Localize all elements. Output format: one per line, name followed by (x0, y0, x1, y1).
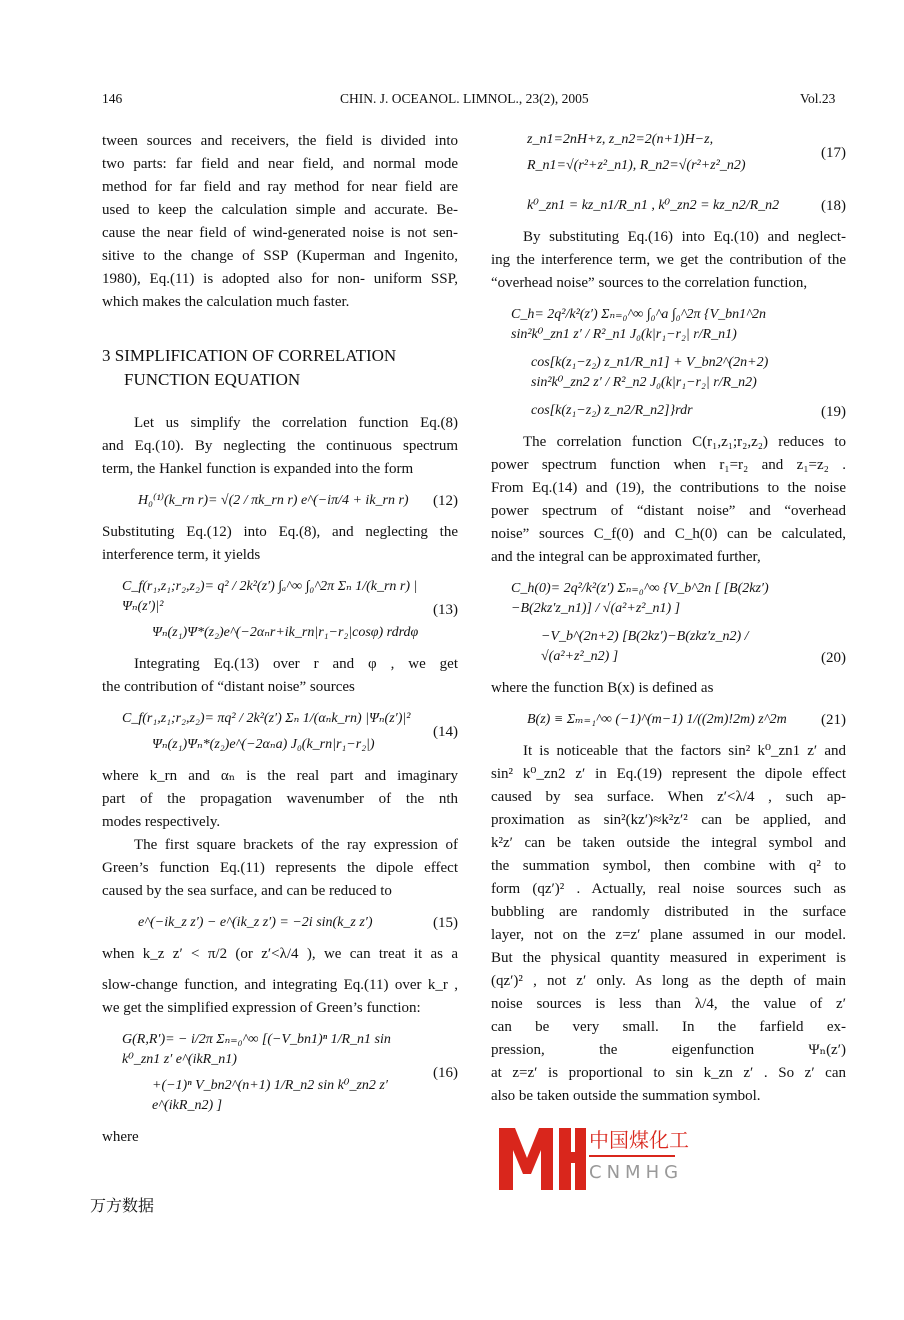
left-column (90, 130, 458, 1216)
equation-number: (19) (821, 404, 846, 420)
equation-15-row (102, 913, 458, 933)
text-line: The first square brackets of the ray expression of (134, 837, 458, 853)
equation-number: (18) (821, 197, 846, 214)
text-line: tween sources and receivers, the field is divided into (102, 133, 458, 149)
equation-19-line-3: cos[k(z₁−z₂) z_n2/R_n2]}rdr (531, 403, 693, 418)
text-line: k²z′ can be taken outside the integral symbol and (491, 835, 846, 851)
footer-source: 万方数据 (90, 1196, 155, 1215)
text-line: Integrating Eq.(13) over r and φ , we get (134, 656, 458, 672)
text-line: slow-change function, and integrating Eq.(11) over k_r , (102, 977, 458, 993)
equation-number: (15) (433, 914, 458, 931)
left-para-6 (102, 834, 458, 903)
text-line: layer, not on the z=z′ plane assumed in our model. (491, 927, 846, 943)
text-line: which makes the calculation much faster. (102, 294, 350, 310)
right-para-1 (491, 226, 846, 295)
heading-line: 3 SIMPLIFICATION OF CORRELATION (102, 346, 397, 365)
equation-19-row (491, 305, 846, 421)
text-line: form (qz′)² . Actually, real noise sources such as (491, 881, 846, 897)
equation-number: (21) (821, 711, 846, 728)
text-line: cause the near field of wind-generated noise is not sen- (102, 225, 458, 241)
equation-14-line-2: Ψₙ(z₁)Ψₙ*(z₂)e^(−2αₙa) J₀(k_rn|r₁−r₂|) (152, 737, 375, 752)
equation-16-line-1: G(R,R′)= − i/2π Σₙ₌₀^∞ [(−V_bn1)ⁿ 1/R_n1 sin k⁰_zn1 z′ e^(ikR_n1) (122, 1032, 391, 1067)
equation-13-row (102, 577, 458, 643)
equation-13-line-2: Ψₙ(z₁)Ψ*(z₂)e^(−2αₙr+ik_rn|r₁−r₂|cosφ) rdrdφ (152, 625, 419, 640)
text-line: Let us simplify the correlation function Eq.(8) (134, 415, 458, 431)
text-line: and Eq.(10). By neglecting the continuous spectrum (102, 438, 458, 454)
text-line: the contribution of “distant noise” sources (102, 679, 355, 695)
equation-18: k⁰_zn1 = kz_n1/R_n1 , k⁰_zn2 = kz_n2/R_n2 (527, 198, 780, 213)
section-heading (102, 344, 458, 392)
right-column (491, 130, 846, 1192)
equation-17-line-1: z_n1=2nH+z, z_n2=2(n+1)H−z, (527, 132, 714, 147)
left-para-7 (102, 943, 458, 1020)
text-line: two parts: far field and near field, and normal mode (102, 156, 458, 172)
text-line: power spectrum function when r₁=r₂ and z₁=z₂ . (491, 457, 846, 473)
page-number: 146 (102, 91, 123, 106)
right-para-2 (491, 431, 846, 569)
text-line: when k_z z′ < π/2 (or z′<λ/4 ), we can treat it as a (102, 946, 458, 962)
text-line: can be very small. In the farfield ex- (491, 1019, 846, 1035)
text-line: interference term, it yields (102, 547, 261, 563)
text-line: and the integral can be approximated further, (491, 549, 761, 565)
left-para-5 (102, 765, 458, 834)
watermark-mark-icon (491, 1122, 587, 1192)
equation-20-line-1: C_h(0)= 2q²/k²(z′) Σₙ₌₀^∞ {V_b^2n [ [B(2kz′)−B(2kz′z_n1)] / √(a²+z²_n1) ] (511, 581, 769, 616)
text-line: we get the simplified expression of Green’s function: (102, 1000, 421, 1016)
equation-14-line-1: C_f(r₁,z₁;r₂,z₂)= πq² / 2k²(z′) Σₙ 1/(αₙk_rn) |Ψₙ(z′)|² (122, 711, 411, 726)
equation-15: e^(−ik_z z′) − e^(ik_z z′) = −2i sin(k_z z′) (138, 915, 373, 930)
equation-19-line-1: C_h= 2q²/k²(z′) Σₙ₌₀^∞ ∫₀^a ∫₀^2π {V_bn1^2n sin²k⁰_zn1 z′ / R²_n1 J₀(k|r₁−r₂| r/R_n1) (511, 307, 767, 342)
heading-line: FUNCTION EQUATION (124, 370, 301, 389)
text-line: term, the Hankel function is expanded into the form (102, 461, 414, 477)
text-line: 1980), Eq.(11) is adopted also for non- uniform SSP, (102, 271, 458, 287)
left-para-1 (102, 130, 458, 314)
text-line: But the physical quantity measured in experiment is (491, 950, 846, 966)
left-para-4 (102, 653, 458, 699)
equation-16-line-2: +(−1)ⁿ V_bn2^(n+1) 1/R_n2 sin k⁰_zn2 z′ e^(ikR_n2) ] (152, 1078, 388, 1113)
equation-20-line-2: −V_b^(2n+2) [B(2kz′)−B(zkz′z_n2) / √(a²+z²_n2) ] (541, 629, 749, 664)
text-line: where k_rn and αₙ is the real part and imaginary (102, 768, 458, 784)
equation-18-row (491, 196, 846, 216)
left-para-2 (102, 412, 458, 481)
text-line: sitive to the change of SSP (Kuperman and Ingenito, (102, 248, 458, 264)
text-line: method for far field and ray method for near field are (102, 179, 458, 195)
watermark-divider (589, 1155, 675, 1157)
text-line: also be taken outside the summation symbol. (491, 1088, 761, 1104)
text-line: Green’s function Eq.(11) represents the dipole effect (102, 860, 458, 876)
text-line: Substituting Eq.(12) into Eq.(8), and neglecting the (102, 524, 458, 540)
equation-13-line-1: C_f(r₁,z₁;r₂,z₂)= q² / 2k²(z′) ∫ₐ^∞ ∫₀^2π Σₙ 1/(k_rn r) |Ψₙ(z′)|² (122, 579, 418, 614)
text-line: caused by the sea surface, and can be reduced to (102, 883, 392, 899)
equation-14-row (102, 709, 458, 755)
watermark-cn-text: 中国煤化工 (589, 1128, 689, 1152)
text-line: proximation as sin²(kz′)≈k²z′² can be applied, and (491, 812, 846, 828)
text-line: caused by sea surface. When z′<λ/4 , such ap- (491, 789, 846, 805)
equation-21-row (491, 710, 846, 730)
text-line: modes respectively. (102, 814, 221, 830)
right-para-4 (491, 740, 846, 1108)
volume-label: Vol.23 (800, 91, 836, 106)
watermark-en-text: CNMHG (589, 1162, 684, 1183)
text-line: By substituting Eq.(16) into Eq.(10) and neglect- (523, 229, 846, 245)
where-label: where (102, 1129, 139, 1145)
text-line: used to keep the calculation simple and accurate. Be- (102, 202, 458, 218)
text-line: (qz′)² , not z′ only. As long as the depth of main (491, 973, 846, 989)
text-line: noise sources is less than λ/4, the value of z′ (491, 996, 846, 1012)
text-line: sin² k⁰_zn2 z′ in Eq.(19) represent the dipole effect (491, 766, 846, 782)
equation-number: (20) (821, 650, 846, 666)
equation-21: B(z) ≡ Σₘ₌₁^∞ (−1)^(m−1) 1/((2m)!2m) z^2m (527, 712, 787, 727)
equation-17-row (491, 130, 846, 176)
equation-12: H₀⁽¹⁾(k_rn r)= √(2 / πk_rn r) e^(−iπ/4 + ik_rn r) (138, 493, 409, 508)
text-line: “overhead noise” sources to the correlation function, (491, 275, 808, 291)
text-line: pression, the eigenfunction Ψₙ(z′) (491, 1042, 846, 1058)
equation-number: (17) (821, 144, 846, 161)
text-line: noise” sources C_f(0) and C_h(0) can be calculated, (491, 526, 846, 542)
equation-17-line-2: R_n1=√(r²+z²_n1), R_n2=√(r²+z²_n2) (527, 158, 746, 173)
watermark-logo (491, 1122, 689, 1192)
text-line: at z=z′ is proportional to sin k_zn z′ . So z′ can (491, 1065, 846, 1081)
text-line: From Eq.(14) and (19), the contributions to the noise (491, 480, 846, 496)
text-line: power spectrum of “distant noise” and “overhead (491, 503, 846, 519)
equation-number: (13) (433, 601, 458, 618)
text-line: the summation symbol, then combine with q² to (491, 858, 846, 874)
equation-number: (14) (433, 723, 458, 740)
equation-number: (16) (433, 1064, 458, 1081)
left-para-3 (102, 521, 458, 567)
right-para-3: where the function B(x) is defined as (491, 680, 714, 696)
text-line: part of the propagation wavenumber of the nth (102, 791, 458, 807)
text-line: It is noticeable that the factors sin² k⁰_zn1 z′ and (523, 743, 846, 759)
text-line: The correlation function C(r₁,z₁;r₂,z₂) reduces to (523, 434, 846, 450)
equation-16-row (102, 1030, 458, 1116)
equation-19-line-2: cos[k(z₁−z₂) z_n1/R_n1] + V_bn2^(2n+2) sin²k⁰_zn2 z′ / R²_n2 J₀(k|r₁−r₂| r/R_n2) (531, 355, 769, 390)
text-line: bubbling are randomly distributed in the surface (491, 904, 846, 920)
text-line: ing the interference term, we get the contribution of the (491, 252, 846, 268)
journal-header: CHIN. J. OCEANOL. LIMNOL., 23(2), 2005 (340, 91, 589, 106)
equation-number: (12) (433, 492, 458, 509)
equation-20-row (491, 579, 846, 667)
equation-12-row (102, 491, 458, 511)
